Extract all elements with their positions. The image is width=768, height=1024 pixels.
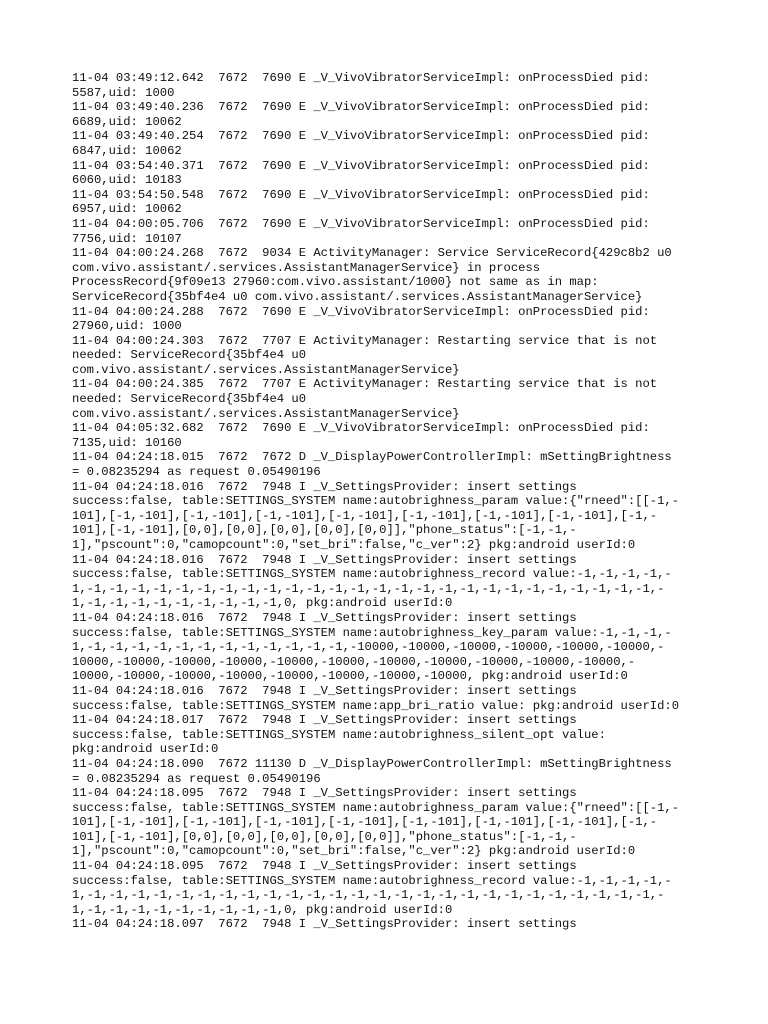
log-line: = 0.08235294 as request 0.05490196	[72, 465, 321, 480]
log-line: 11-04 03:49:12.642 7672 7690 E _V_VivoVibratorServiceImpl: onProcessDied pid:	[72, 71, 650, 85]
log-line: needed: ServiceRecord{35bf4e4 u0	[72, 348, 307, 363]
log-line: 1],"pscount":0,"camopcount":0,"set_bri":false,"c_ver":2} pkg:android userId:0	[72, 538, 636, 552]
log-line: 1,-1,-1,-1,-1,-1,-1,-1,-1,-1,0, pkg:android userId:0	[72, 596, 453, 611]
log-line: 11-04 04:24:18.016 7672 7948 I _V_SettingsProvider: insert settings	[72, 610, 577, 625]
log-line: 11-04 04:00:24.303 7672 7707 E ActivityManager: Restarting service that is not	[72, 333, 658, 348]
log-line: 6957,uid: 10062	[72, 202, 182, 217]
log-line: 1,-1,-1,-1,-1,-1,-1,-1,-1,-1,0, pkg:android userId:0	[72, 902, 453, 917]
log-line: success:false, table:SETTINGS_SYSTEM name:app_bri_ratio value: pkg:android userId:0	[72, 698, 680, 713]
log-line: 6847,uid: 10062	[72, 143, 182, 158]
log-line: 11-04 04:24:18.016 7672 7948 I _V_SettingsProvider: insert settings	[72, 479, 577, 494]
log-line: success:false, table:SETTINGS_SYSTEM name:autobrighness_record value:-1,-1,-1,-1,-	[72, 873, 672, 888]
log-line: 11-04 04:24:18.016 7672 7948 I _V_SettingsProvider: insert settings	[72, 683, 577, 698]
log-line: 101],[-1,-101],[-1,-101],[-1,-101],[-1,-101],[-1,-101],[-1,-101],[-1,-101],[-1,-	[72, 815, 658, 830]
log-line: 11-04 04:00:05.706 7672 7690 E _V_VivoVibratorServiceImpl: onProcessDied pid:	[72, 216, 650, 231]
log-line: 11-04 04:24:18.017 7672 7948 I _V_SettingsProvider: insert settings	[72, 713, 577, 728]
log-line: 1,-1,-1,-1,-1,-1,-1,-1,-1,-1,-1,-1,-1,-10000,-10000,-10000,-10000,-10000,-10000,-	[72, 640, 665, 655]
log-line: 11-04 03:49:40.254 7672 7690 E _V_VivoVibratorServiceImpl: onProcessDied pid:	[72, 129, 650, 144]
log-line: 6689,uid: 10062	[72, 114, 182, 129]
log-line: com.vivo.assistant/.services.AssistantManagerService}	[72, 406, 460, 421]
log-line: 101],[-1,-101],[-1,-101],[-1,-101],[-1,-101],[-1,-101],[-1,-101],[-1,-101],[-1,-	[72, 508, 658, 523]
log-line: = 0.08235294 as request 0.05490196	[72, 771, 321, 786]
log-line: 1,-1,-1,-1,-1,-1,-1,-1,-1,-1,-1,-1,-1,-1,-1,-1,-1,-1,-1,-1,-1,-1,-1,-1,-1,-1,-1,-	[72, 581, 665, 596]
log-line: ProcessRecord{9f09e13 27960:com.vivo.assistant/1000} not same as in map:	[72, 275, 599, 290]
log-line: 11-04 03:54:50.548 7672 7690 E _V_VivoVibratorServiceImpl: onProcessDied pid:	[72, 187, 650, 202]
log-line: success:false, table:SETTINGS_SYSTEM name:autobrighness_record value:-1,-1,-1,-1,-	[72, 567, 672, 582]
log-text-block	[72, 71, 712, 932]
log-line: 11-04 04:24:18.097 7672 7948 I _V_SettingsProvider: insert settings	[72, 917, 577, 932]
log-line: 10000,-10000,-10000,-10000,-10000,-10000,-10000,-10000,-10000,-10000,-10000,-	[72, 654, 636, 669]
log-line: 11-04 04:24:18.095 7672 7948 I _V_SettingsProvider: insert settings	[72, 859, 577, 874]
log-line: 7756,uid: 10107	[72, 231, 182, 246]
log-line: 11-04 04:05:32.682 7672 7690 E _V_VivoVibratorServiceImpl: onProcessDied pid:	[72, 421, 650, 436]
log-line: success:false, table:SETTINGS_SYSTEM name:autobrighness_param value:{"rneed":[[-1,-	[72, 494, 680, 509]
log-line: 10000,-10000,-10000,-10000,-10000,-10000,-10000,-10000, pkg:android userId:0	[72, 669, 628, 684]
log-line: pkg:android userId:0	[72, 742, 219, 757]
log-line: 101],[-1,-101],[0,0],[0,0],[0,0],[0,0],[0,0]],"phone_status":[-1,-1,-	[72, 523, 577, 538]
log-line: 5587,uid: 1000	[72, 85, 175, 100]
log-line: success:false, table:SETTINGS_SYSTEM name:autobrighness_param value:{"rneed":[[-1,-	[72, 800, 680, 815]
log-line: com.vivo.assistant/.services.AssistantManagerService}	[72, 362, 460, 377]
log-line: 6060,uid: 10183	[72, 173, 182, 188]
log-line: 11-04 03:54:40.371 7672 7690 E _V_VivoVibratorServiceImpl: onProcessDied pid:	[72, 158, 650, 173]
log-line: success:false, table:SETTINGS_SYSTEM name:autobrighness_silent_opt value:	[72, 727, 606, 742]
log-line: 11-04 04:00:24.288 7672 7690 E _V_VivoVibratorServiceImpl: onProcessDied pid:	[72, 304, 650, 319]
log-line: 11-04 03:49:40.236 7672 7690 E _V_VivoVibratorServiceImpl: onProcessDied pid:	[72, 100, 650, 115]
log-line: com.vivo.assistant/.services.AssistantManagerService} in process	[72, 260, 541, 275]
log-line: 11-04 04:24:18.016 7672 7948 I _V_SettingsProvider: insert settings	[72, 552, 577, 567]
log-line: 1],"pscount":0,"camopcount":0,"set_bri":false,"c_ver":2} pkg:android userId:0	[72, 844, 636, 859]
log-line: 11-04 04:24:18.095 7672 7948 I _V_SettingsProvider: insert settings	[72, 786, 577, 801]
log-line: needed: ServiceRecord{35bf4e4 u0	[72, 392, 307, 407]
log-line: 7135,uid: 10160	[72, 435, 182, 450]
log-line: ServiceRecord{35bf4e4 u0 com.vivo.assistant/.services.AssistantManagerService}	[72, 289, 643, 304]
log-line: 11-04 04:24:18.090 7672 11130 D _V_DisplayPowerControllerImpl: mSettingBrightness	[72, 756, 672, 771]
log-line: 11-04 04:00:24.268 7672 9034 E ActivityManager: Service ServiceRecord{429c8b2 u0	[72, 246, 672, 261]
log-line: 11-04 04:00:24.385 7672 7707 E ActivityManager: Restarting service that is not	[72, 377, 658, 392]
log-line: 27960,uid: 1000	[72, 319, 182, 334]
log-line: 1,-1,-1,-1,-1,-1,-1,-1,-1,-1,-1,-1,-1,-1,-1,-1,-1,-1,-1,-1,-1,-1,-1,-1,-1,-1,-1,-	[72, 888, 665, 903]
log-line: 11-04 04:24:18.015 7672 7672 D _V_DisplayPowerControllerImpl: mSettingBrightness	[72, 450, 672, 465]
log-line: success:false, table:SETTINGS_SYSTEM name:autobrighness_key_param value:-1,-1,-1,-	[72, 625, 672, 640]
log-line: 101],[-1,-101],[0,0],[0,0],[0,0],[0,0],[0,0]],"phone_status":[-1,-1,-	[72, 829, 577, 844]
